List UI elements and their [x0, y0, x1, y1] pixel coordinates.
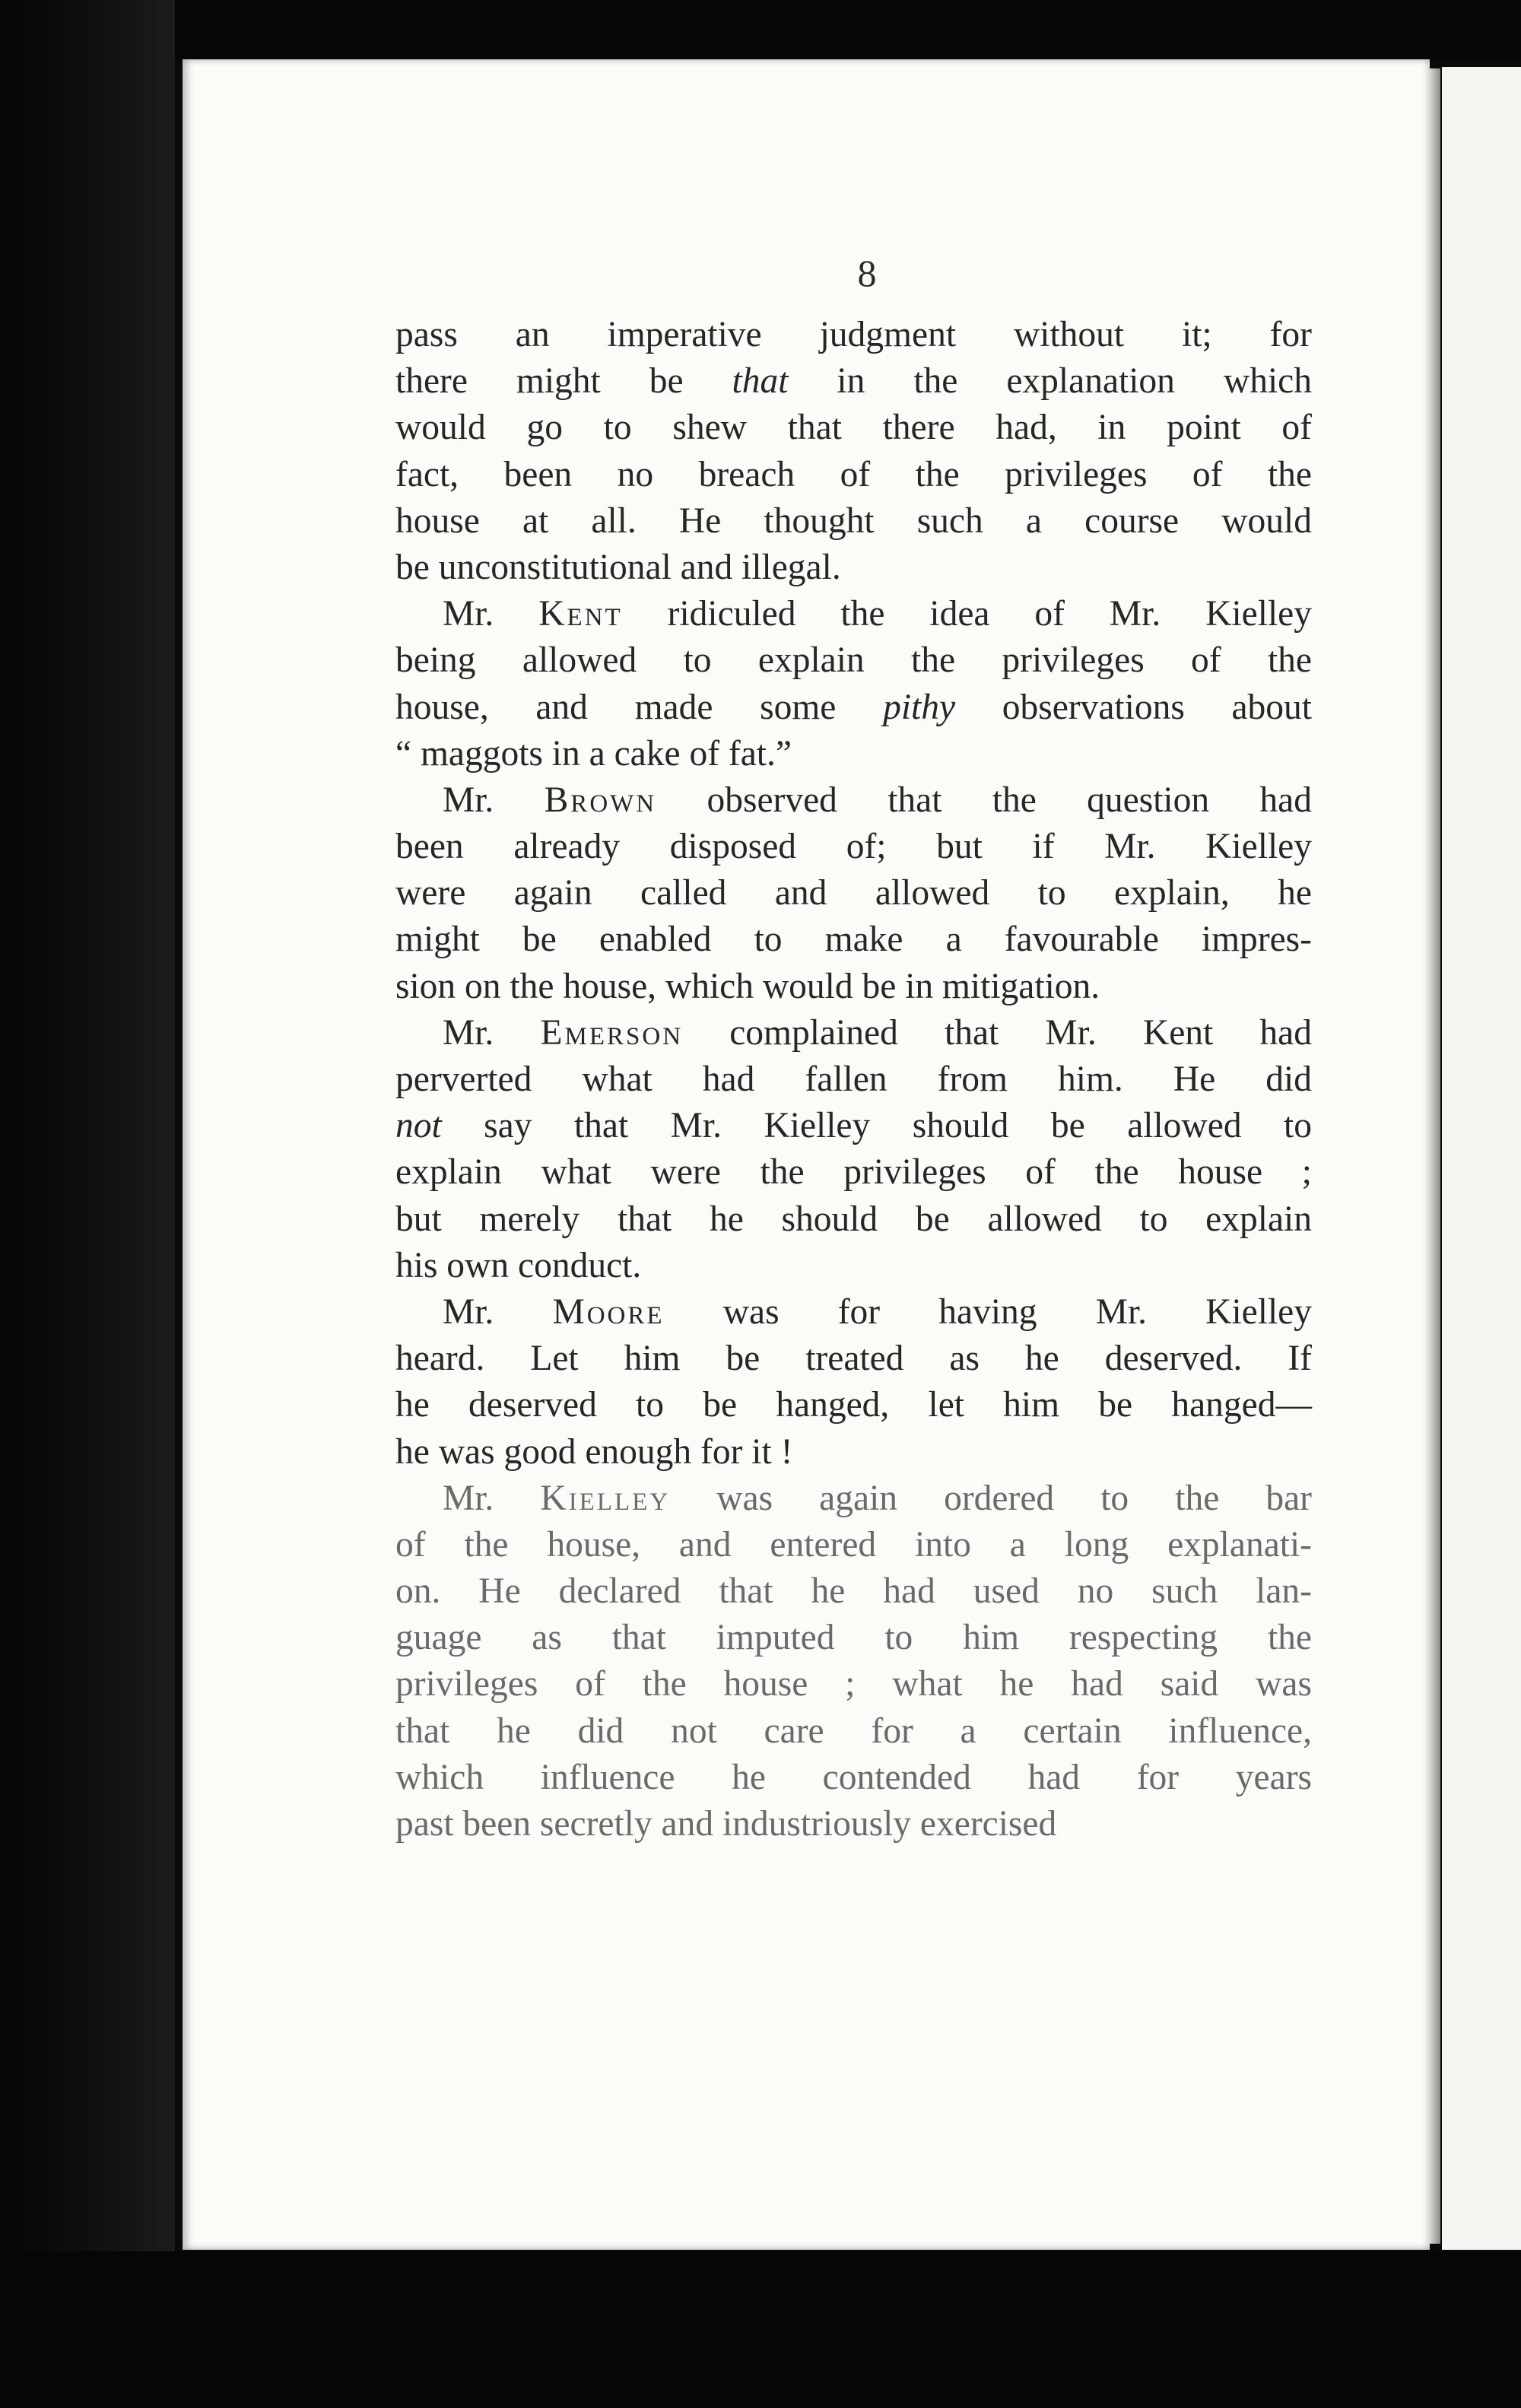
- text-line: [395, 591, 1312, 637]
- text-line: [395, 870, 1312, 917]
- text-line: [395, 545, 1312, 591]
- text-line: [395, 452, 1312, 498]
- text-run: were again called and allowed to explain, he: [395, 873, 1312, 913]
- text-line: [395, 1615, 1312, 1661]
- text-line: [395, 498, 1312, 545]
- text-line: [395, 1149, 1312, 1196]
- text-run: his own conduct.: [395, 1245, 642, 1285]
- speaker-name: Moore: [552, 1291, 665, 1332]
- text-line: [395, 1336, 1312, 1382]
- text-run: in the explanation which: [788, 361, 1312, 402]
- text-line: [395, 685, 1312, 731]
- scan-border-left: [0, 0, 175, 2408]
- text-run: he deserved to be hanged, let him be hanged—: [395, 1385, 1312, 1425]
- text-line: [395, 1755, 1312, 1801]
- text-line: [395, 1382, 1312, 1428]
- text-run: house, and made some: [395, 687, 884, 727]
- scan-border-bottom: [0, 2251, 1521, 2408]
- paragraph-brown: [395, 777, 1312, 1010]
- speaker-name: Kent: [538, 594, 623, 634]
- text-line: [395, 1056, 1312, 1103]
- text-line: [395, 312, 1312, 358]
- text-run: “ maggots in a cake of fat.”: [395, 733, 792, 774]
- speaker-name: Brown: [544, 780, 657, 820]
- text-run: would go to shew that there had, in point of: [395, 408, 1312, 448]
- text-line: [395, 1010, 1312, 1056]
- paragraph-kent: [395, 591, 1312, 777]
- text-run: might be enabled to make a favourable impres-: [395, 920, 1312, 960]
- paragraph-continuation: [395, 312, 1312, 591]
- text-line: [395, 824, 1312, 870]
- text-line: [395, 1708, 1312, 1755]
- text-line: [395, 1522, 1312, 1568]
- text-run: perverted what had fallen from him. He did: [395, 1059, 1312, 1099]
- text-line: [395, 358, 1312, 405]
- paragraph-moore: [395, 1289, 1312, 1476]
- adjacent-page-edge: [1442, 67, 1521, 2250]
- page-gutter: [1430, 68, 1440, 2244]
- text-run: fact, been no breach of the privileges of the: [395, 454, 1312, 494]
- text-line: [395, 964, 1312, 1010]
- speaker-name: Kielley: [540, 1478, 671, 1518]
- text-run: privileges of the house ; what he had said was: [395, 1664, 1312, 1704]
- text-line: [395, 917, 1312, 963]
- emphasis-text: that: [732, 361, 789, 402]
- text-line: [395, 777, 1312, 824]
- text-run: house at all. He thought such a course would: [395, 500, 1312, 541]
- emphasis-text: pithy: [883, 687, 956, 727]
- text-run: he was good enough for it !: [395, 1431, 793, 1472]
- text-run: Mr.: [443, 1291, 553, 1332]
- body-text: [395, 312, 1312, 1847]
- text-line: [395, 1476, 1312, 1522]
- text-run: pass an imperative judgment without it; for: [395, 315, 1312, 354]
- text-run: say that Mr. Kielley should be allowed to: [441, 1106, 1312, 1146]
- text-run: sion on the house, which would be in mitigation.: [395, 966, 1100, 1006]
- text-run: heard. Let him be treated as he deserved. If: [395, 1339, 1312, 1379]
- speaker-name: Emerson: [540, 1012, 684, 1053]
- emphasis-text: not: [395, 1106, 442, 1146]
- text-run: observations about: [955, 687, 1312, 727]
- text-run: being allowed to explain the privileges of the: [395, 640, 1312, 681]
- text-run: was for having Mr. Kielley: [664, 1291, 1312, 1332]
- text-run: that he did not care for a certain influence,: [395, 1711, 1312, 1751]
- text-line: [395, 637, 1312, 684]
- text-run: past been secretly and industriously exercised: [395, 1804, 1057, 1844]
- text-line: [395, 405, 1312, 451]
- page-number: 8: [857, 252, 877, 294]
- text-line: [395, 1661, 1312, 1708]
- text-run: Mr.: [443, 780, 545, 820]
- text-line: [395, 1801, 1312, 1847]
- text-run: be unconstitutional and illegal.: [395, 547, 841, 587]
- text-run: on. He declared that he had used no such lan-: [395, 1571, 1312, 1612]
- text-run: Mr.: [443, 1012, 541, 1053]
- text-run: been already disposed of; but if Mr. Kielley: [395, 827, 1312, 867]
- text-run: there might be: [395, 361, 732, 402]
- text-line: [395, 1103, 1312, 1149]
- text-run: but merely that he should be allowed to explain: [395, 1199, 1312, 1239]
- paragraph-emerson: [395, 1010, 1312, 1289]
- text-line: [395, 731, 1312, 777]
- text-run: Mr.: [443, 1478, 541, 1518]
- paragraph-kielley: [395, 1476, 1312, 1848]
- text-run: was again ordered to the bar: [670, 1478, 1312, 1518]
- text-run: of the house, and entered into a long explanati-: [395, 1524, 1312, 1565]
- text-run: complained that Mr. Kent had: [683, 1012, 1312, 1053]
- text-run: ridiculed the idea of Mr. Kielley: [622, 594, 1312, 634]
- text-line: [395, 1243, 1312, 1289]
- text-line: [395, 1289, 1312, 1336]
- text-run: Mr.: [443, 594, 539, 634]
- text-run: explain what were the privileges of the house ;: [395, 1152, 1312, 1193]
- text-run: guage as that imputed to him respecting the: [395, 1618, 1312, 1658]
- text-run: which influence he contended had for years: [395, 1757, 1312, 1797]
- text-line: [395, 1196, 1312, 1243]
- text-line: [395, 1429, 1312, 1476]
- scan-border-top: [0, 0, 1521, 61]
- text-run: observed that the question had: [656, 780, 1312, 820]
- text-line: [395, 1568, 1312, 1615]
